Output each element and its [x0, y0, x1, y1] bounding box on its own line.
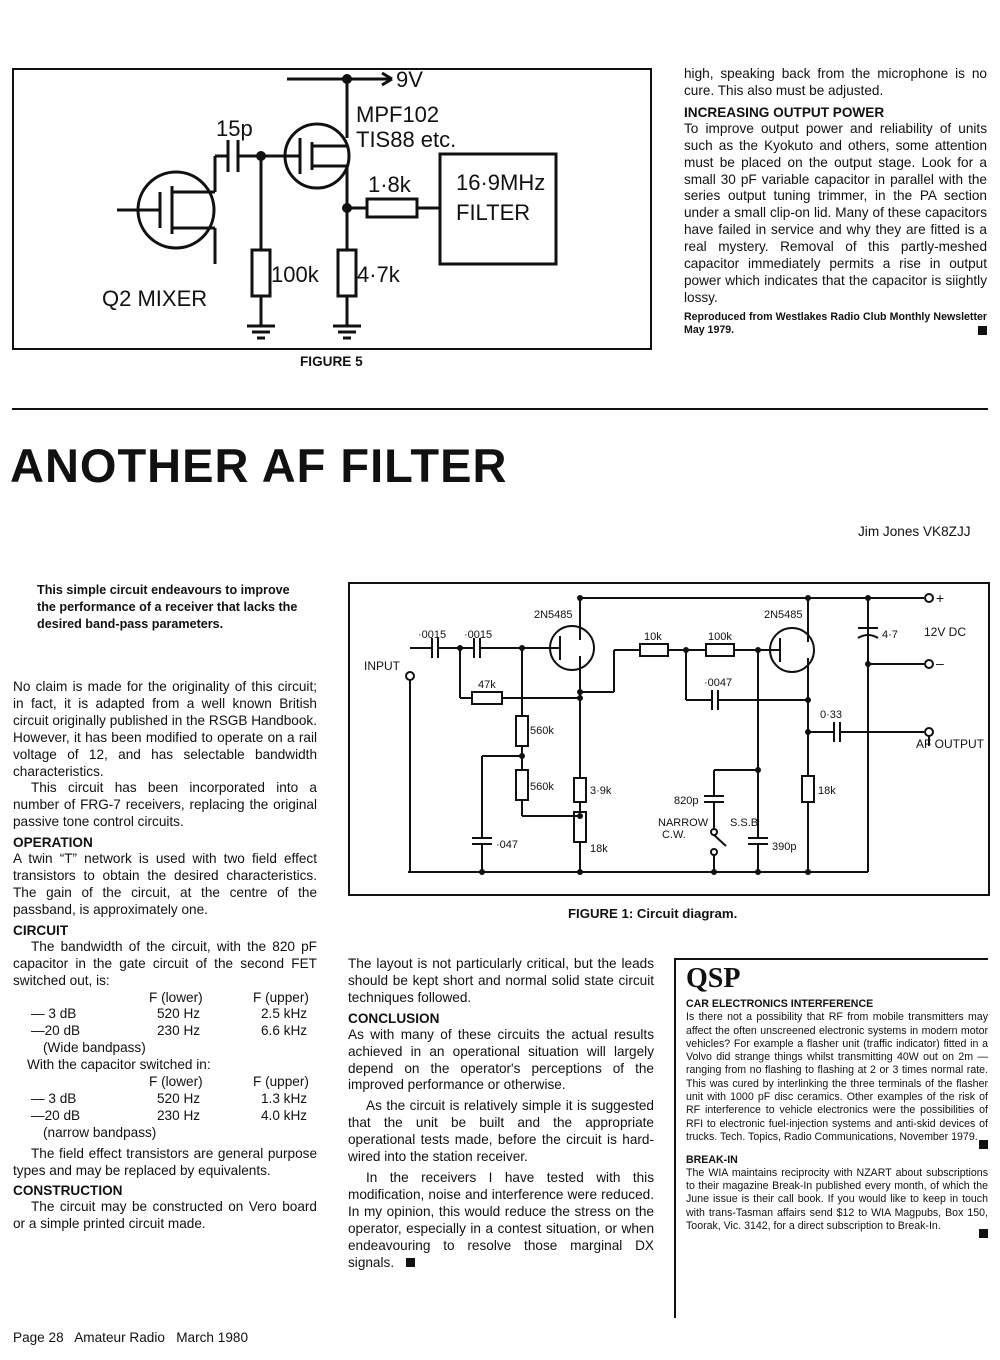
- r39k-label: 3·9k: [590, 785, 612, 797]
- c033-label: 0·33: [820, 709, 843, 721]
- input-label: INPUT: [364, 659, 400, 673]
- article-title: ANOTHER AF FILTER: [10, 439, 508, 492]
- plus-terminal-label: +: [936, 590, 945, 606]
- table-row: — 3 dB 520 Hz 1.3 kHz: [31, 1090, 308, 1106]
- page-footer: Page 28 Amateur Radio March 1980: [13, 1330, 249, 1345]
- switched-in-text: With the capacitor switched in:: [27, 1057, 211, 1073]
- c820-label: 820p: [674, 795, 699, 807]
- ssb-label: S.S.B: [730, 817, 759, 829]
- qsp-title: QSP: [686, 963, 741, 994]
- circuit-text: The bandwidth of the circuit, with the 820 pF capacitor in the gate circuit of the second FET switched out, is:: [13, 938, 317, 988]
- figure-1-schematic: [348, 582, 990, 896]
- qsp-box: [674, 958, 988, 1318]
- q1-label: 2N5485: [534, 609, 573, 621]
- cap-label: 15p: [216, 116, 253, 141]
- r10k-label: 10k: [644, 631, 662, 643]
- gate-resistor-label: 100k: [271, 262, 319, 287]
- figure-5-schematic: [12, 68, 652, 350]
- conclusion-text: As with many of these circuits the actual results achieved in an operational situation will largely depend on the operator's perceptions of the improved performance or otherwise.: [348, 1026, 654, 1093]
- article-intro: This simple circuit endeavours to improve the performance of a receiver that lacks the desired band-pass parameters.: [37, 583, 298, 631]
- circuit-heading: CIRCUIT: [13, 922, 69, 938]
- figure-1-caption: FIGURE 1: Circuit diagram.: [568, 906, 738, 921]
- para-frg7: This circuit has been incorporated into a number of FRG-7 receivers, replacing the original passive tone control circuits.: [13, 780, 317, 830]
- c2-label: ·0015: [464, 629, 493, 641]
- c0047-label: ·0047: [704, 677, 733, 689]
- table-note: (narrow bandpass): [43, 1124, 157, 1140]
- mixer-label: Q2 MIXER: [102, 286, 208, 311]
- q2-label: 2N5485: [764, 609, 803, 621]
- table-row: —20 dB 230 Hz 4.0 kHz: [31, 1107, 308, 1123]
- top-right-column: [684, 66, 987, 337]
- r47k-label: 47k: [478, 679, 496, 691]
- operation-text: A twin “T” network is used with two field effect transistors to obtain the desired characteristics. The gain of the circuit, at the centre of the passband, is approximately one.: [13, 851, 317, 917]
- r100k-label: 100k: [708, 631, 732, 643]
- article-author: Jim Jones VK8ZJJ: [858, 524, 971, 539]
- narrow-bandpass-table: [31, 1074, 309, 1142]
- narrow-label: NARROW: [658, 817, 709, 829]
- c047-label: ·047: [496, 839, 519, 851]
- table-row: —20 dB 230 Hz 6.6 kHz: [31, 1023, 308, 1039]
- top-right-para-1: high, speaking back from the microphone is no cure. This also must be adjusted.: [684, 66, 987, 98]
- col-lower-header: F (lower): [149, 989, 203, 1005]
- fet-alt-label: TIS88 etc.: [356, 127, 457, 152]
- series-resistor-label: 1·8k: [368, 172, 411, 197]
- af-output-label: AF OUTPUT: [916, 737, 984, 751]
- break-in-heading: BREAK-IN: [686, 1153, 738, 1166]
- end-mark-icon: [979, 1229, 988, 1238]
- car-interference-text: Is there not a possibility that RF from mobile transmitters may affect the often unscreened electronic systems in modern motor vehicles? For example a flasher unit (traffic indicator) fitted in a Volvo did strange things whilst transmitting 40W out on 2m — ranging from no flashing to flashing at 2 or 3 times normal rate. This was cured by interlinking the three terminals of the flasher unit with 1000 pF disc ceramics. Other examples of the risk of RF interference to vehicle electronics were the possibilities of RFI to electronic fuel-injection systems and anti-skid devices of trucks. Tech. Topics, Radio Communications, November 1979.: [686, 1011, 988, 1143]
- end-mark-icon: [978, 326, 987, 335]
- col-upper-header: F (upper): [253, 989, 309, 1005]
- supply-label: 12V DC: [924, 625, 967, 639]
- r560b-label: 560k: [530, 781, 554, 793]
- conclusion-heading: CONCLUSION: [348, 1010, 440, 1026]
- table-note: (Wide bandpass): [43, 1040, 146, 1056]
- fet-label: MPF102: [356, 102, 440, 127]
- c390-label: 390p: [772, 841, 797, 853]
- results-text: In the receivers I have tested with this modification, noise and interference were reduced. In my opinion, this would reduce the stress on the operator, especially in a contest situation, or when endeavouring to resolve those marginal DX signals.: [348, 1169, 654, 1270]
- operation-heading: OPERATION: [13, 835, 93, 851]
- c47-label: 4·7: [882, 629, 898, 641]
- end-mark-icon: [979, 1140, 988, 1149]
- construction-heading: CONSTRUCTION: [13, 1183, 123, 1199]
- table-row: — 3 dB 520 Hz 2.5 kHz: [31, 1006, 308, 1022]
- r18b-label: 18k: [818, 785, 836, 797]
- car-interference-heading: CAR ELECTRONICS INTERFERENCE: [686, 998, 874, 1010]
- construction-text: The circuit may be constructed on Vero board or a simple printed circuit made.: [13, 1199, 317, 1232]
- figure-5-caption: FIGURE 5: [300, 354, 363, 369]
- r18a-label: 18k: [590, 843, 608, 855]
- supply-label: 9V: [396, 68, 423, 92]
- suggestion-text: As the circuit is relatively simple it is suggested that the unit be built and the appropriate operational tests made, before the circuit is hard-wired into the station receiver.: [348, 1098, 654, 1165]
- c1-label: ·0015: [418, 629, 447, 641]
- filter-label: FILTER: [456, 200, 531, 225]
- increasing-output-power-heading: INCREASING OUTPUT POWER: [684, 104, 885, 120]
- left-column: [13, 679, 317, 1233]
- layout-text: The layout is not particularly critical, but the leads should be kept short and normal solid state circuit techniques followed.: [348, 956, 654, 1005]
- break-in-text: The WIA maintains reciprocity with NZART about subscriptions to their magazine Break-In published every month, of which the June issue is their call book. If you would like to keep in touch with trans-Tasman affairs send $12 to WIA Magpubs, Box 150, Toorak, Vic. 3142, for a direct subscription to Break-In.: [686, 1166, 988, 1233]
- fet-text: The field effect transistors are general purpose types and may be replaced by equivalents.: [13, 1145, 317, 1178]
- end-mark-icon: [406, 1258, 415, 1267]
- col-upper-header: F (upper): [253, 1074, 309, 1090]
- minus-terminal-label: –: [936, 655, 944, 671]
- middle-column: [348, 956, 654, 1271]
- para-originality: No claim is made for the originality of this circuit; in fact, it is adapted from a well known British circuit originally published in the RSGB Handbook. However, it has been modified to operate on a rail voltage of 12, and has selectable bandwidth characteristics.: [13, 679, 317, 779]
- filter-freq-label: 16·9MHz: [456, 170, 546, 195]
- section-divider: [12, 408, 988, 410]
- credit-line: Reproduced from Westlakes Radio Club Monthly Newsletter May 1979.: [684, 310, 987, 337]
- r560a-label: 560k: [530, 725, 554, 737]
- col-lower-header: F (lower): [149, 1074, 203, 1090]
- qsp-content: [686, 998, 988, 1243]
- source-resistor-label: 4·7k: [357, 262, 400, 287]
- top-right-para-2: To improve output power and reliability of units such as the Kyokuto and others, some attention must be placed on the output stage. Look for a small 30 pF variable capacitor in parallel with the series output tuning trimmer, in the PA section under a small clip-on lid. Many of these capacitors have failed in service and why they are fitted is a real mystery. Removal of this partly-meshed capacitor immediately permits a rise in output power which indicates that the capacitor is siightly lossy.: [684, 120, 987, 305]
- cw-label: C.W.: [662, 829, 686, 841]
- wide-bandpass-table: [31, 990, 309, 1058]
